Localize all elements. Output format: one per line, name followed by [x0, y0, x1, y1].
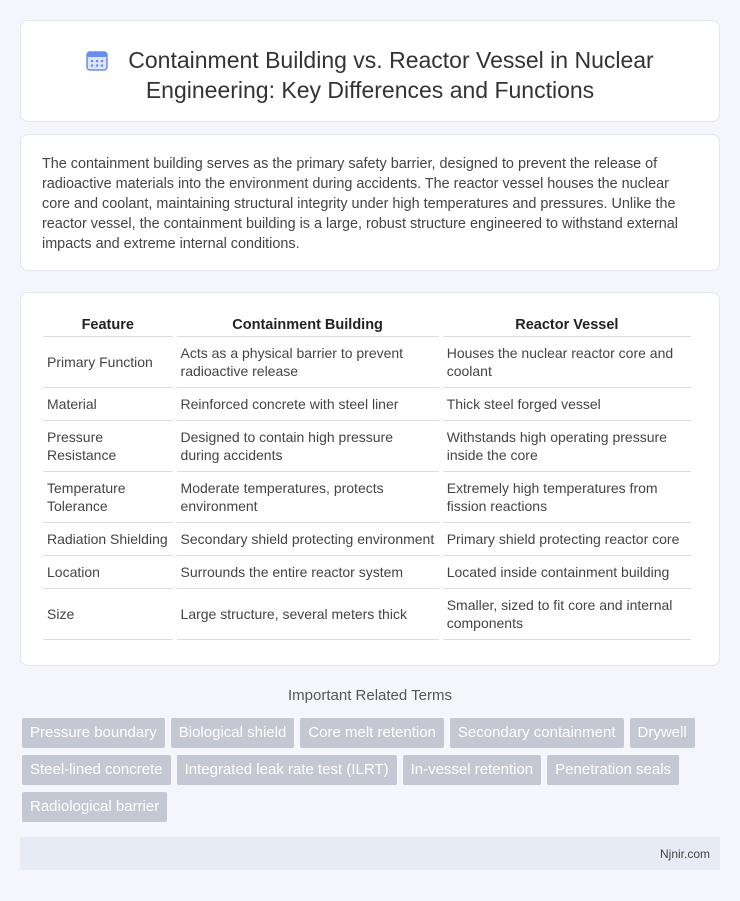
- comparison-table-card: [20, 292, 720, 666]
- table-cell: Temperature Tolerance: [43, 472, 173, 523]
- table-cell: Acts as a physical barrier to prevent radioactive release: [177, 337, 439, 388]
- comparison-table: [39, 315, 695, 640]
- table-cell: Reinforced concrete with steel liner: [177, 388, 439, 421]
- table-cell: Moderate temperatures, protects environment: [177, 472, 439, 523]
- table-cell: Primary shield protecting reactor core: [443, 523, 691, 556]
- table-cell: Secondary shield protecting environment: [177, 523, 439, 556]
- related-term-tag[interactable]: Steel-lined concrete: [22, 755, 171, 785]
- related-term-tag[interactable]: Pressure boundary: [22, 718, 165, 748]
- table-header-row: [43, 315, 691, 337]
- table-cell: Extremely high temperatures from fission reactions: [443, 472, 691, 523]
- table-cell: Size: [43, 589, 173, 640]
- header-feature: Feature: [43, 315, 173, 337]
- related-term-tag[interactable]: Penetration seals: [547, 755, 679, 785]
- table-cell: Designed to contain high pressure during accidents: [177, 421, 439, 472]
- related-term-tag[interactable]: Core melt retention: [300, 718, 444, 748]
- table-row: [43, 421, 691, 472]
- title-card: [20, 20, 720, 122]
- footer: [20, 837, 720, 870]
- table-cell: Primary Function: [43, 337, 173, 388]
- table-cell: Radiation Shielding: [43, 523, 173, 556]
- table-cell: Location: [43, 556, 173, 589]
- footer-site-link[interactable]: Njnir.com: [659, 847, 710, 861]
- table-cell: Thick steel forged vessel: [443, 388, 691, 421]
- related-term-tag[interactable]: Secondary containment: [450, 718, 624, 748]
- table-cell: Withstands high operating pressure inside the core: [443, 421, 691, 472]
- table-cell: Houses the nuclear reactor core and coolant: [443, 337, 691, 388]
- related-term-tag[interactable]: Radiological barrier: [22, 792, 167, 822]
- table-row: [43, 337, 691, 388]
- intro-paragraph: The containment building serves as the primary safety barrier, designed to prevent the release of radioactive materials into the environment during accidents. The reactor vessel houses the nuclear core and coolant, maintaining structural integrity under high temperatures and pressures. Unlike the reactor vessel, the containment building is a large, robust structure engineered to withstand external impacts and extreme internal conditions.: [42, 156, 678, 252]
- table-row: [43, 472, 691, 523]
- related-term-tag[interactable]: Biological shield: [171, 718, 295, 748]
- table-cell: Material: [43, 388, 173, 421]
- table-cell: Smaller, sized to fit core and internal components: [443, 589, 691, 640]
- table-cell: Pressure Resistance: [43, 421, 173, 472]
- table-row: [43, 589, 691, 640]
- related-term-tag[interactable]: In-vessel retention: [403, 755, 542, 785]
- table-cell: Large structure, several meters thick: [177, 589, 439, 640]
- page-title-wrap: [21, 45, 719, 105]
- related-terms-title: Important Related Terms: [288, 687, 452, 704]
- page-title: Containment Building vs. Reactor Vessel in Nuclear Engineering: Key Differences and Functions: [128, 47, 654, 103]
- header-containment-building: Containment Building: [177, 315, 439, 337]
- table-row: [43, 388, 691, 421]
- table-row: [43, 556, 691, 589]
- related-term-tag[interactable]: Integrated leak rate test (ILRT): [177, 755, 397, 785]
- related-term-tag[interactable]: Drywell: [630, 718, 695, 748]
- calendar-icon: [86, 48, 108, 70]
- related-terms-list: [22, 718, 702, 822]
- table-cell: Surrounds the entire reactor system: [177, 556, 439, 589]
- table-cell: Located inside containment building: [443, 556, 691, 589]
- intro-card: [20, 134, 720, 271]
- table-row: [43, 523, 691, 556]
- header-reactor-vessel: Reactor Vessel: [443, 315, 691, 337]
